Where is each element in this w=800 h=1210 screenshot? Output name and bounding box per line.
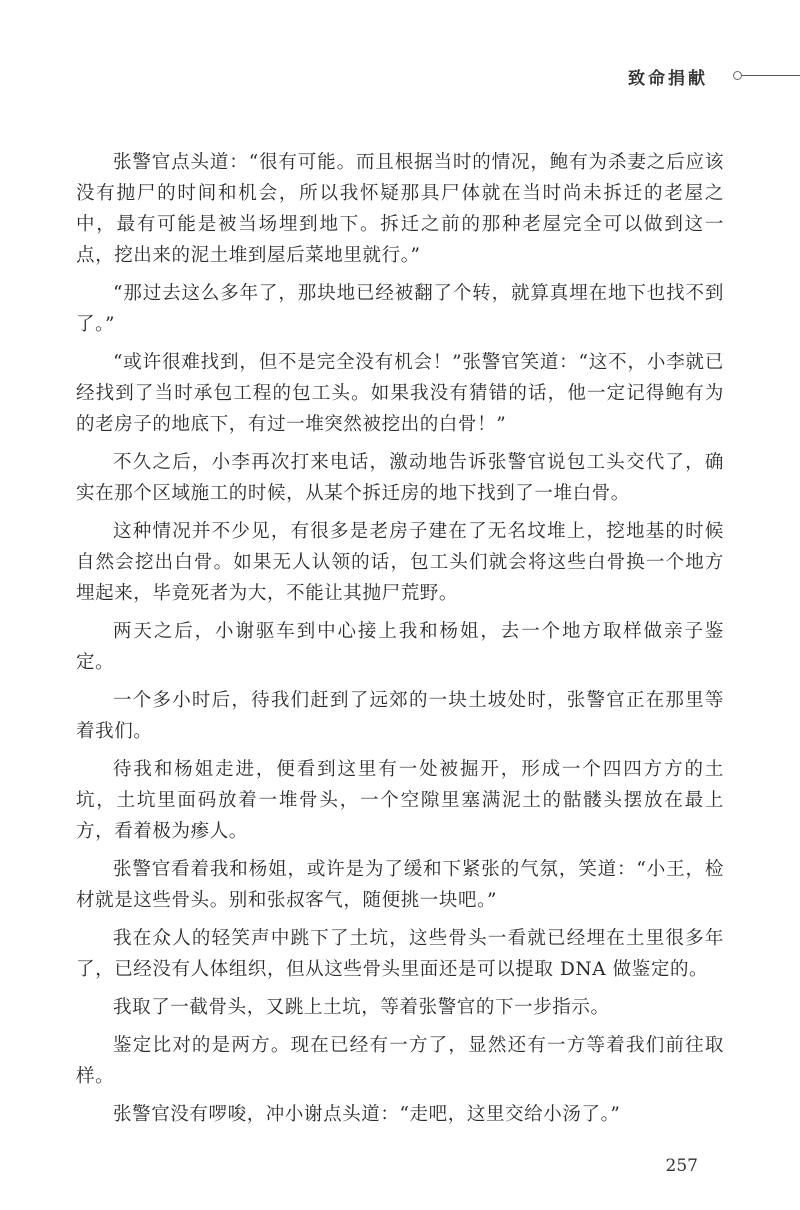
paragraph: 张警官点头道：“很有可能。而且根据当时的情况，鲍有为杀妻之后应该没有抛尸的时间和机会，所以我怀疑那具尸体就在当时尚未拆迁的老屋之中，最有可能是被当场埋到地下。拆迁之前的那种老屋完全可以做到这一点，挖出来的泥土堆到屋后菜地里就行。” (76, 152, 724, 266)
paragraph: 我取了一截骨头，又跳上土坑，等着张警官的下一步指示。 (113, 997, 610, 1018)
paragraph: 张警官没有啰唆，冲小谢点头道：“走吧，这里交给小汤了。” (113, 1104, 621, 1125)
header-rule (742, 75, 800, 76)
header-circle-ornament (733, 71, 742, 80)
paragraph: 鉴定比对的是两方。现在已经有一方了，显然还有一方等着我们前往取样。 (76, 1035, 724, 1087)
paragraph: 待我和杨姐走进，便看到这里有一处被掘开，形成一个四四方方的土坑，土坑里面码放着一堆骨头，一个空隙里塞满泥土的骷髅头摆放在最上方，看着极为瘆人。 (76, 759, 724, 842)
paragraph: “那过去这么多年了，那块地已经被翻了个转，就算真埋在地下也找不到了。” (76, 283, 724, 335)
page-number: 257 (665, 1156, 698, 1176)
paragraph: 张警官看着我和杨姐，或许是为了缓和下紧张的气氛，笑道：“小王，检材就是这些骨头。别和张叔客气，随便挑一块吧。” (76, 859, 724, 911)
running-header (0, 62, 800, 92)
paragraph: 一个多小时后，待我们赶到了远郊的一块土坡处时，张警官正在那里等着我们。 (76, 690, 724, 742)
paragraph: 这种情况并不少见，有很多是老房子建在了无名坟堆上，挖地基的时候自然会挖出白骨。如果无人认领的话，包工头们就会将这些白骨换一个地方埋起来，毕竟死者为大，不能让其抛尸荒野。 (76, 521, 724, 604)
paragraph: 我在众人的轻笑声中跳下了土坑，这些骨头一看就已经埋在土里很多年了，已经没有人体组织，但从这些骨头里面还是可以提取 DNA 做鉴定的。 (76, 928, 724, 980)
header-title: 致命捐献 (628, 69, 708, 89)
paragraph: 两天之后，小谢驱车到中心接上我和杨姐，去一个地方取样做亲子鉴定。 (76, 621, 724, 673)
paragraph: 不久之后，小李再次打来电话，激动地告诉张警官说包工头交代了，确实在那个区域施工的时候，从某个拆迁房的地下找到了一堆白骨。 (76, 452, 724, 504)
paragraph: “或许很难找到，但不是完全没有机会！”张警官笑道：“这不，小李就已经找到了当时承包工程的包工头。如果我没有猜错的话，他一定记得鲍有为的老房子的地底下，有过一堆突然被挖出的白骨！” (76, 352, 724, 435)
page-body (76, 147, 724, 1137)
